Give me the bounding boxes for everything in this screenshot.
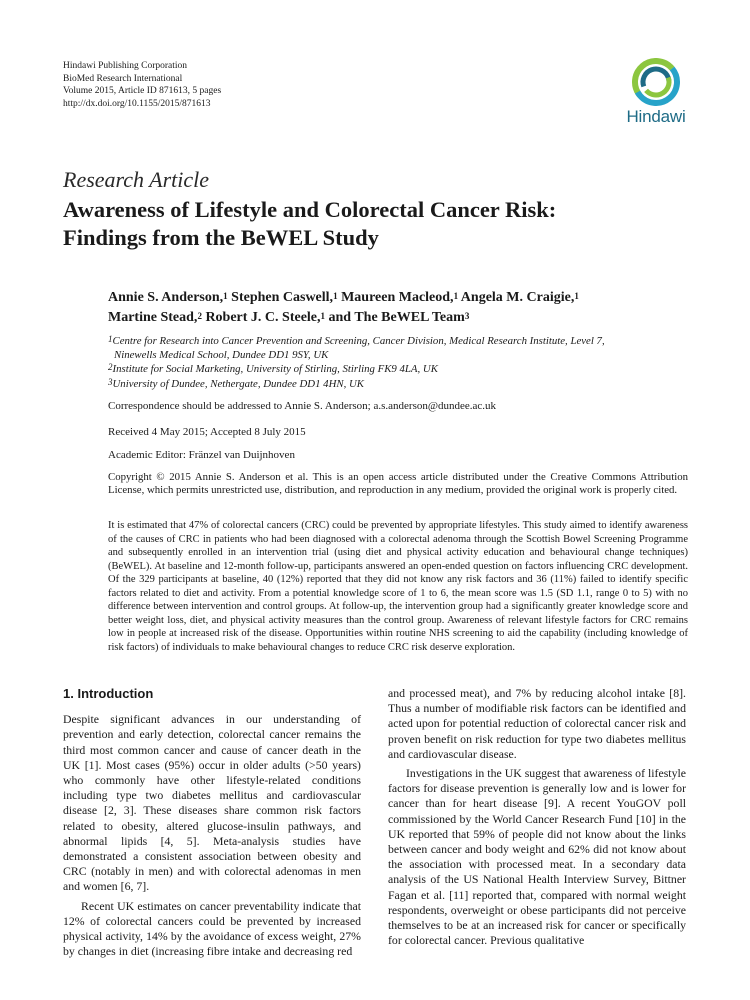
- body-paragraph: Despite significant advances in our understanding of prevention and early detection, colorectal cancer remains the third most common cancer and cause of cancer death in the UK [1]. Most cases (95%) occur in older adults (>50 years) who commonly have other lifestyle-related conditions including type two diabetes mellitus and cardiovascular disease [2, 3]. These diseases share common risk factors related to obesity, altered glucose-insulin pathways, and abnormal lipids [4, 5]. Meta-analysis studies have demonstrated a consistent association between obesity and CRC (notably in men) and with colorectal adenomas in men and women [6, 7].: [63, 712, 361, 894]
- author-name: Martine Stead,: [108, 310, 198, 325]
- academic-editor: Academic Editor: Fränzel van Duijnhoven: [108, 449, 295, 461]
- abstract: It is estimated that 47% of colorectal cancers (CRC) could be prevented by appropriate lifestyles. This study aimed to identify awareness of the causes of CRC in patients who had been diagnosed with a colorectal adenoma through the Scottish Bowel Screening Programme and subsequently enrolled in an intervention trial (using diet and physical activity education and behavioural change techniques) (BeWEL). At baseline and 12-month follow-up, participants answered an open-ended question on factors influencing CRC development. Of the 329 participants at baseline, 40 (12%) reported that they did not know any risk factors and 36 (11%) failed to identify specific factors related to diet and activity. From a potential knowledge score of 1 to 6, the mean score was 1.5 (SD 1.1, range 0 to 5) with no difference between intervention and control groups. At follow-up, the intervention group had a significantly greater knowledge score and better weight loss, diet, and physical activity measures than the control group. Awareness of relevant lifestyle factors for CRC remains low in people at increased risk of the disease. Opportunities within routine NHS screening to aid the capability (including knowledge of risk factors) of individuals to make behavioural changes to reduce CRC risk deserve exploration.: [108, 520, 688, 653]
- logo-wordmark: Hindawi: [626, 107, 686, 126]
- affiliation-text: Institute for Social Marketing, University of Stirling, Stirling FK9 4LA, UK: [112, 363, 438, 376]
- body-paragraph: and processed meat), and 7% by reducing alcohol intake [8]. Thus a number of modifiable risk factors can be identified and acted upon for potential reduction of colorectal cancer risk and proven benefit on risk reduction for type two diabetes mellitus and cardiovascular disease.: [388, 686, 686, 761]
- author-affil-sup: 1: [223, 291, 228, 301]
- hindawi-logo: [622, 58, 690, 132]
- affiliation-text: Centre for Research into Cancer Prevention and Screening, Cancer Division, Medical Research Institute, Level 7,: [112, 335, 605, 347]
- author-affil-sup: 1: [574, 291, 579, 301]
- article-title: [63, 196, 683, 252]
- author-name: Stephen Caswell,: [231, 290, 334, 305]
- author-name: Annie S. Anderson,: [108, 290, 224, 305]
- section-heading: 1. Introduction: [63, 686, 154, 701]
- right-column: [388, 686, 686, 948]
- doi-link[interactable]: http://dx.doi.org/10.1155/2015/871613: [63, 98, 211, 109]
- article-type: Research Article: [63, 167, 210, 192]
- author-name: and The BeWEL Team: [328, 310, 465, 325]
- volume-info: Volume 2015, Article ID 871613, 5 pages: [63, 86, 222, 97]
- author-list: [108, 288, 688, 328]
- publisher-name: Hindawi Publishing Corporation: [63, 61, 188, 71]
- author-affil-sup: 1: [453, 291, 459, 301]
- body-paragraph: Recent UK estimates on cancer preventability indicate that 12% of colorectal cancers could be prevented by increased physical activity, 14% by the avoidance of excess weight, 27% by changes in diet (increasing fibre intake and decreasing red: [63, 898, 361, 959]
- affiliation-sup: 3: [108, 376, 113, 387]
- correspondence: Correspondence should be addressed to Annie S. Anderson; a.s.anderson@dundee.ac.uk: [108, 400, 497, 412]
- body-paragraph: Investigations in the UK suggest that awareness of lifestyle factors for disease prevention is generally low and is lower for cancer than for heart disease [9]. A recent YouGOV poll commissioned by the World Cancer Research Fund [10] in the UK reported that 59% of people did not know about the links between cancer and body weight and 62% did not know about the association with processed meat. In a secondary data analysis of the US National Health Interview Survey, Bittner Fagan et al. [11] reported that, compared with normal weight respondents, overweight or obese participants did not perceive themselves to be at an increased risk for cancer or specifically for colorectal cancer. Previous qualitative: [388, 766, 686, 948]
- received-accepted-dates: Received 4 May 2015; Accepted 8 July 2015: [108, 426, 306, 438]
- affiliation-text: University of Dundee, Nethergate, Dundee DD1 4HN, UK: [112, 377, 364, 390]
- affiliation-text-cont: Ninewells Medical School, Dundee DD1 9SY, UK: [114, 349, 329, 362]
- affiliation: [108, 362, 688, 376]
- author-affil-sup: 1: [333, 291, 338, 301]
- author-name: Maureen Macleod,: [341, 290, 454, 305]
- journal-header: [63, 60, 221, 110]
- affiliation-sup: 1: [108, 334, 113, 344]
- affiliation-sup: 2: [108, 362, 113, 373]
- journal-name: BioMed Research International: [63, 73, 183, 84]
- title-line-2: Findings from the BeWEL Study: [63, 225, 379, 250]
- copyright-notice: Copyright © 2015 Annie S. Anderson et al. This is an open access article distributed under the Creative Commons Attribution License, which permits unrestricted use, distribution, and reproduction in any medium, provided the original work is properly cited.: [108, 471, 688, 497]
- author-name: Angela M. Craigie,: [460, 290, 575, 305]
- author-name: Robert J. C. Steele,: [205, 310, 321, 325]
- author-affil-sup: 2: [197, 311, 202, 321]
- author-affil-sup: 1: [320, 311, 326, 321]
- affiliation-list: [108, 334, 688, 391]
- affiliation: [108, 377, 688, 391]
- author-affil-sup: 3: [464, 311, 470, 321]
- title-line-1: Awareness of Lifestyle and Colorectal Cancer Risk:: [63, 197, 557, 222]
- left-column: [63, 686, 361, 959]
- affiliation: [108, 334, 688, 362]
